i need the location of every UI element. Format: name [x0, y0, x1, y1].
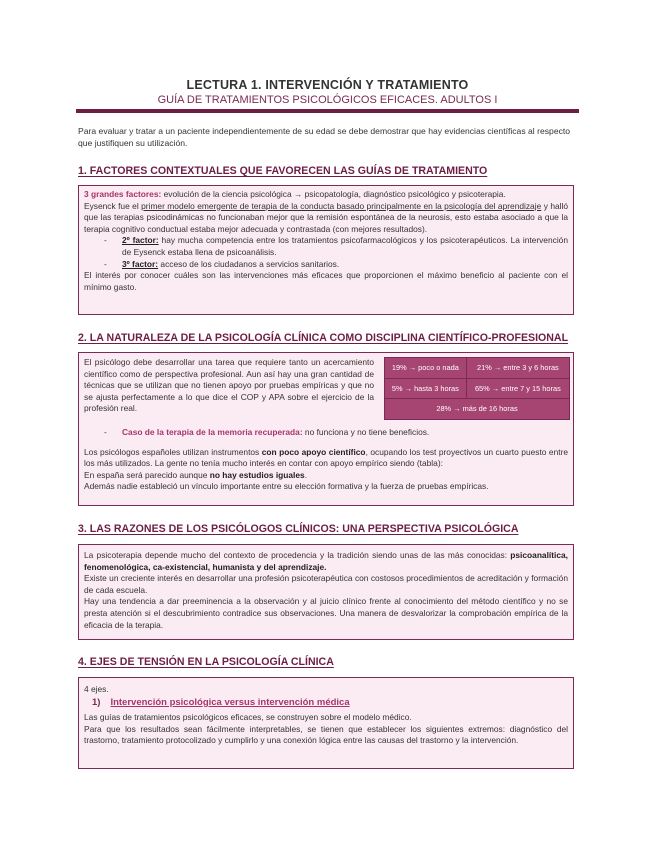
s1-factor-2	[84, 235, 568, 258]
section-3-heading: 3. LAS RAZONES DE LOS PSICÓLOGOS CLÍNICOS: UNA PERSPECTIVA PSICOLÓGICA	[78, 523, 519, 535]
section-1-box	[78, 185, 574, 315]
section-3-box	[78, 544, 574, 640]
table-cell: 28% → más de 16 horas	[385, 399, 570, 420]
s2-p3-a: En españa será parecido aunque	[84, 469, 210, 480]
s2-p2-c: , ocupando los test proyectivos un cuarto puesto entre los más utilizados. La gente no tenía mucho interés en contar con apoyo empírico siendo (tabla):	[84, 446, 569, 469]
table-row	[385, 399, 570, 420]
s2-p3-bold: no hay estudios iguales	[209, 469, 305, 480]
table-cell: 19% → poco o nada	[385, 358, 467, 379]
s4-p2: Las guías de tratamientos psicológicos eficaces, se construyen sobre el modelo médico.	[84, 712, 412, 723]
s2-case	[84, 427, 568, 439]
s2-p3-c: .	[304, 469, 308, 480]
s4-p3: Para que los resultados sean fácilmente interpretables, se tienen que establecer los siguientes extremos: diagnóstico del trastorno, tratamiento protocolizado y cumplirlo y una conexión lógica entre las causas del trastorno y la intervención.	[84, 723, 568, 746]
s1-factor-3-label: 3º factor:	[122, 258, 159, 269]
s1-lead-label: 3 grandes factores:	[84, 189, 162, 199]
s4-item-label: Intervención psicológica versus intervención médica	[110, 696, 350, 708]
s3-p1-a: La psicoterapia depende mucho del contexto de procedencia y la tradición siendo unas de las más conocidas:	[84, 550, 511, 560]
bullet-dash: -	[104, 258, 107, 269]
s2-p2-a: Los psicólogos españoles utilizan instrumentos	[84, 446, 262, 457]
table-cell: 21% → entre 3 y 6 horas	[466, 358, 569, 379]
s1-closing: El interés por conocer cuáles son las intervenciones más eficaces que proporcionen el máximo beneficio al paciente con el mínimo gasto.	[84, 270, 568, 292]
section-1-heading: 1. FACTORES CONTEXTUALES QUE FAVORECEN LAS GUÍAS DE TRATAMIENTO	[78, 165, 488, 177]
section-4-heading: 4. EJES DE TENSIÓN EN LA PSICOLOGÍA CLÍNICA	[78, 656, 334, 668]
s1-eysenck	[84, 201, 568, 236]
s2-p3	[84, 470, 568, 482]
s2-p2	[84, 447, 568, 470]
intro-paragraph: Para evaluar y tratar a un paciente independientemente de su edad se debe demostrar que hay evidencias científicas al respecto que justifiquen su utilización.	[78, 126, 571, 148]
s3-p1	[84, 550, 568, 573]
s2-p4: Además nadie estableció un vínculo importante entre su elección formativa y la fuerza de pruebas empíricas.	[84, 481, 489, 492]
s3-p2: Existe un creciente interés en desarrollar una profesión psicoterapéutica con costosos procedimientos de acreditación y formación de cada escuela.	[84, 573, 568, 595]
table-cell: 5% → hasta 3 horas	[385, 378, 467, 399]
s4-item-1	[84, 697, 568, 709]
s4-item-number: 1)	[92, 696, 101, 708]
s1-lead-text: evolución de la ciencia psicológica → psicopatología, diagnóstico psicológico y psicoterapia.	[161, 189, 506, 199]
page-title: LECTURA 1. INTERVENCIÓN Y TRATAMIENTO	[186, 78, 469, 92]
s4-p1: 4 ejes.	[84, 684, 109, 694]
s1-factor-3-text: acceso de los ciudadanos a servicios sanitarios.	[158, 258, 340, 269]
table-row	[385, 378, 570, 399]
title-divider	[76, 109, 579, 113]
bullet-dash: -	[104, 426, 107, 437]
section-2-heading: 2. LA NATURALEZA DE LA PSICOLOGÍA CLÍNICA COMO DISCIPLINA CIENTÍFICO-PROFESIONAL	[78, 332, 569, 344]
s1-lead	[84, 189, 568, 201]
s2-p2-bold: con poco apoyo científico	[261, 446, 366, 457]
page-subtitle: GUÍA DE TRATAMIENTOS PSICOLÓGICOS EFICACES. ADULTOS I	[157, 94, 498, 106]
s1-factor-2-text: hay mucha competencia entre los tratamientos psicofarmacológicos y los psicoterapéuticos. La intervención de Eysenck estaba llena de psicoanálisis.	[122, 235, 568, 257]
bullet-dash: -	[104, 235, 107, 246]
s2-p1: El psicólogo debe desarrollar una tarea que requiere tanto un acercamiento científico como de perspectiva profesional. Aun así hay una gran cantidad de técnicas que se utilizan que no tienen apoyo por pruebas empíricas y que no se ajusta perfectamente a lo que dice el COP y APA sobre el ejercicio de la profesión real.	[84, 357, 374, 414]
s2-case-label: Caso de la terapia de la memoria recuperada:	[122, 426, 303, 437]
s3-p3: Hay una tendencia a dar preeminencia a la observación y al juicio clínico frente al conocimiento del método científico y no se presta atención si el descubrimiento contradice sus observaciones. Una manera de desvalorizar la comprobación empírica de la eficacia de la terapia.	[84, 596, 568, 630]
s1-factor-3	[84, 259, 568, 271]
s3-p1-bold: psicoanalítica, fenomenológica, ca-existencial, humanista y del aprendizaje.	[84, 550, 568, 572]
s1-eysenck-underlined: primer modelo emergente de terapia de la conducta basado principalmente en la psicología del aprendizaje	[141, 200, 542, 211]
section-2-box	[78, 352, 574, 506]
section-4-box	[78, 677, 574, 769]
s2-case-text: no funciona y no tiene beneficios.	[302, 426, 430, 437]
s1-eysenck-a: Eysenck fue el	[84, 200, 142, 211]
hours-table	[384, 357, 570, 420]
s1-eysenck-b: y halló que las terapias psicodinámicas no funcionaban mejor que la remisión espontánea de la neurosis, esto estaba asociado a que la terapia cognitivo conductual estaba mejor adecuada y contrastada (con mejores resultados).	[84, 200, 569, 234]
table-cell: 65% → entre 7 y 15 horas	[466, 378, 569, 399]
s1-factor-2-label: 2º factor:	[122, 235, 159, 246]
table-row	[385, 358, 570, 379]
